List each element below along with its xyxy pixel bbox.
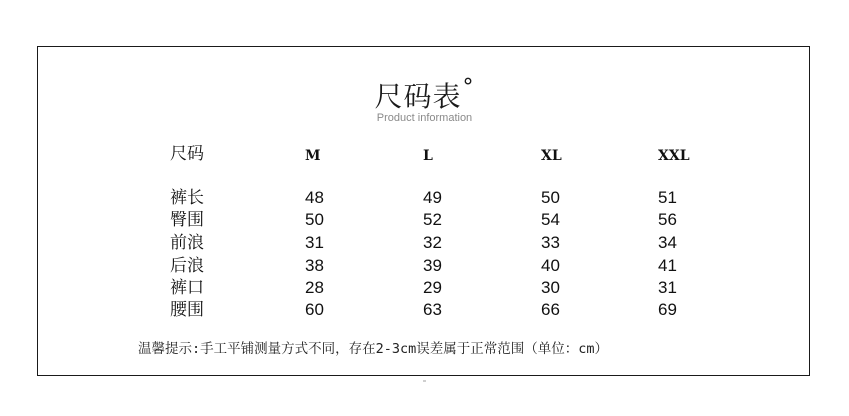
table-cell: 66	[541, 300, 560, 319]
title-degree-mark: °	[462, 75, 475, 100]
table-cell: 28	[305, 278, 324, 297]
header-size-xxl: XXL	[658, 148, 690, 164]
table-cell: 50	[305, 210, 324, 229]
page-title	[0, 71, 849, 114]
header-size-l: L	[423, 148, 433, 164]
row-label: 后浪	[170, 256, 204, 276]
row-label: 裤长	[170, 188, 204, 208]
table-cell: 30	[541, 278, 560, 297]
table-cell: 48	[305, 188, 324, 207]
row-label: 前浪	[170, 233, 204, 253]
table-cell: 31	[658, 278, 677, 297]
table-cell: 29	[423, 278, 442, 297]
row-label: 腰围	[170, 300, 204, 320]
table-cell: 38	[305, 256, 324, 275]
table-cell: 40	[541, 256, 560, 275]
table-cell: 32	[423, 233, 442, 252]
table-cell: 56	[658, 210, 677, 229]
table-cell: 60	[305, 300, 324, 319]
table-cell: 33	[541, 233, 560, 252]
decorative-dot	[423, 380, 426, 382]
header-size-m: M	[305, 148, 321, 164]
table-cell: 54	[541, 210, 560, 229]
row-label: 裤口	[170, 278, 204, 298]
page-subtitle: Product information	[376, 112, 473, 124]
title-text: 尺码表	[374, 80, 462, 113]
measurement-note: 温馨提示:手工平铺测量方式不同，存在2-3cm误差属于正常范围（单位：cm）	[138, 341, 609, 357]
table-cell: 31	[305, 233, 324, 252]
row-label: 臀围	[170, 210, 204, 230]
table-cell: 41	[658, 256, 677, 275]
table-cell: 52	[423, 210, 442, 229]
table-cell: 51	[658, 188, 677, 207]
table-cell: 49	[423, 188, 442, 207]
table-cell: 39	[423, 256, 442, 275]
table-cell: 50	[541, 188, 560, 207]
table-cell: 34	[658, 233, 677, 252]
header-size-label: 尺码	[170, 144, 204, 164]
header-size-xl: XL	[541, 148, 562, 164]
table-cell: 69	[658, 300, 677, 319]
table-cell: 63	[423, 300, 442, 319]
